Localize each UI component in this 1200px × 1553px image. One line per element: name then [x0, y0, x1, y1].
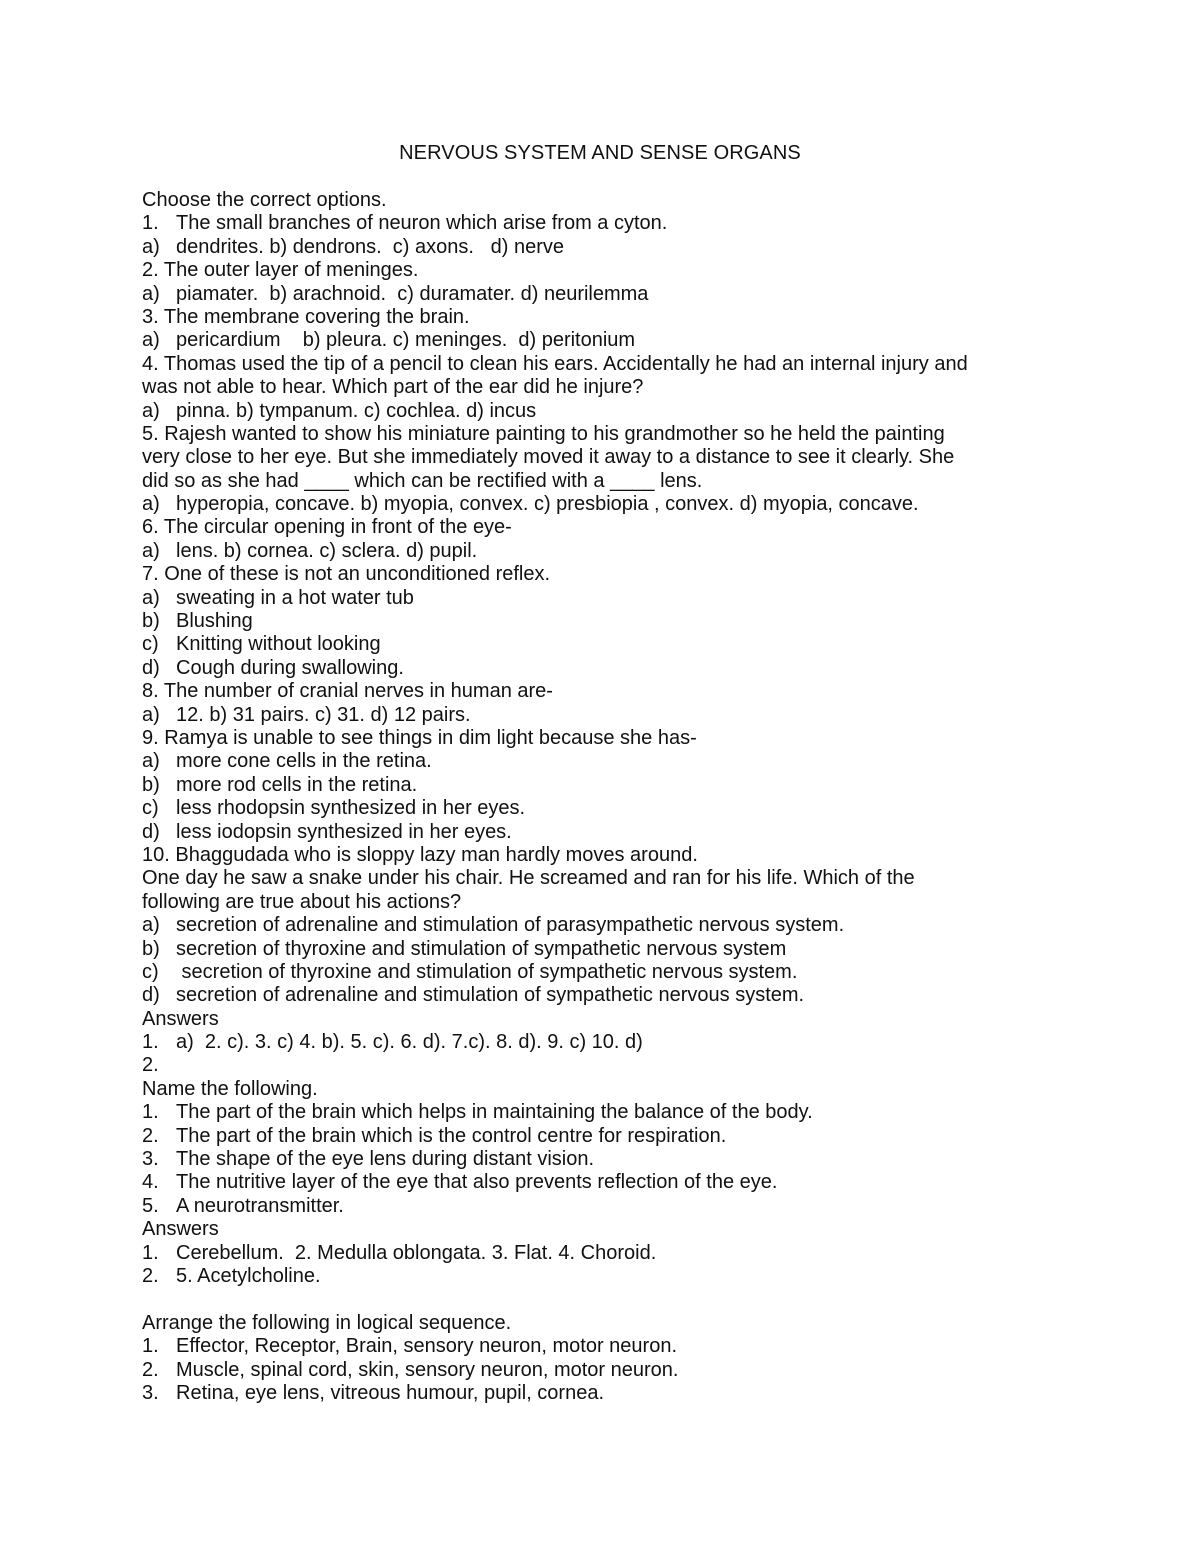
list-text: A neurotransmitter. — [176, 1194, 344, 1217]
list-marker: a) — [142, 539, 160, 562]
list-text: The shape of the eye lens during distant vision. — [176, 1148, 595, 1171]
question-line: following are true about his actions? — [142, 890, 462, 913]
question-line — [142, 540, 1062, 563]
list-marker: d) — [142, 820, 160, 843]
question-line — [142, 1101, 1062, 1124]
question-line: One day he saw a snake under his chair. He screamed and ran for his life. Which of the — [142, 867, 915, 890]
list-text: 12. b) 31 pairs. c) 31. d) 12 pairs. — [176, 703, 471, 726]
list-marker: a) — [142, 750, 160, 773]
question-line — [142, 236, 1062, 259]
question-line — [142, 610, 1062, 633]
list-text: Blushing — [176, 610, 253, 633]
list-text: dendrites. b) dendrons. c) axons. d) nerve — [176, 235, 564, 258]
question-line: 5. Rajesh wanted to show his miniature painting to his grandmother so he held the painting — [142, 422, 945, 445]
list-marker: 3. — [142, 1148, 159, 1171]
list-text: Cerebellum. 2. Medulla oblongata. 3. Flat. 4. Choroid. — [176, 1241, 657, 1264]
list-marker: 2. — [142, 1124, 159, 1147]
question-line: 6. The circular opening in front of the eye- — [142, 516, 512, 539]
question-line — [142, 1125, 1062, 1148]
document-body — [142, 189, 1062, 1405]
list-marker: 1. — [142, 1335, 159, 1358]
list-text: Cough during swallowing. — [176, 656, 404, 679]
answer-line — [142, 1242, 1062, 1265]
question-line — [142, 821, 1062, 844]
question-line: 2. The outer layer of meninges. — [142, 259, 419, 282]
section2-heading: Name the following. — [142, 1077, 318, 1100]
question-line: 9. Ramya is unable to see things in dim light because she has- — [142, 726, 697, 749]
question-line: 8. The number of cranial nerves in human are- — [142, 680, 553, 703]
question-line — [142, 212, 1062, 235]
question-line — [142, 1148, 1062, 1171]
question-line: did so as she had ____ which can be rectified with a ____ lens. — [142, 469, 703, 492]
question-line — [142, 750, 1062, 773]
list-marker: a) — [142, 493, 160, 516]
question-line — [142, 633, 1062, 656]
question-line — [142, 914, 1062, 937]
list-marker: a) — [142, 329, 160, 352]
answer-line: 2. — [142, 1054, 159, 1077]
list-text: less iodopsin synthesized in her eyes. — [176, 820, 512, 843]
list-marker: c) — [142, 960, 159, 983]
spacer — [142, 1288, 1062, 1311]
section2-questions — [142, 1101, 1062, 1218]
list-marker: b) — [142, 610, 160, 633]
sequence-item — [142, 1335, 1062, 1358]
question-line — [142, 1171, 1062, 1194]
list-text: pinna. b) tympanum. c) cochlea. d) incus — [176, 399, 537, 422]
question-line — [142, 657, 1062, 680]
list-marker: 1. — [142, 212, 159, 235]
list-marker: a) — [142, 399, 160, 422]
list-text: more rod cells in the retina. — [176, 773, 418, 796]
section1-questions — [142, 212, 1062, 1007]
list-text: less rhodopsin synthesized in her eyes. — [176, 797, 526, 820]
section3-heading: Arrange the following in logical sequence. — [142, 1311, 512, 1334]
list-marker: a) — [142, 586, 160, 609]
question-line — [142, 329, 1062, 352]
list-marker: b) — [142, 937, 160, 960]
list-marker: 4. — [142, 1171, 159, 1194]
section1-answers — [142, 1031, 1062, 1078]
list-text: secretion of adrenaline and stimulation of parasympathetic nervous system. — [176, 914, 845, 937]
question-line — [142, 283, 1062, 306]
question-line — [142, 984, 1062, 1007]
question-line: 10. Bhaggudada who is sloppy lazy man hardly moves around. — [142, 843, 698, 866]
question-line — [142, 797, 1062, 820]
question-line — [142, 704, 1062, 727]
list-marker: 1. — [142, 1031, 159, 1054]
list-marker: 3. — [142, 1381, 159, 1404]
list-marker: 1. — [142, 1101, 159, 1124]
list-text: The small branches of neuron which arise from a cyton. — [176, 212, 668, 235]
list-text: The part of the brain which is the control centre for respiration. — [176, 1124, 727, 1147]
section1-answers-label: Answers — [142, 1007, 219, 1030]
list-text: 5. Acetylcholine. — [176, 1264, 321, 1287]
question-line: was not able to hear. Which part of the ear did he injure? — [142, 376, 644, 399]
list-text: secretion of adrenaline and stimulation of sympathetic nervous system. — [176, 984, 805, 1007]
list-marker: 5. — [142, 1194, 159, 1217]
list-marker: a) — [142, 282, 160, 305]
page-title: NERVOUS SYSTEM AND SENSE ORGANS — [399, 142, 801, 164]
list-text: a) 2. c). 3. c) 4. b). 5. c). 6. d). 7.c). 8. d). 9. c) 10. d) — [176, 1031, 643, 1054]
list-marker: b) — [142, 773, 160, 796]
question-line: 4. Thomas used the tip of a pencil to clean his ears. Accidentally he had an internal injury and — [142, 352, 968, 375]
sequence-item — [142, 1382, 1062, 1405]
list-text: The nutritive layer of the eye that also prevents reflection of the eye. — [176, 1171, 778, 1194]
question-line: very close to her eye. But she immediately moved it away to a distance to see it clearly. She — [142, 446, 955, 469]
list-text: Knitting without looking — [176, 633, 381, 656]
list-marker: 2. — [142, 1264, 159, 1287]
list-text: more cone cells in the retina. — [176, 750, 432, 773]
sequence-item — [142, 1359, 1062, 1382]
list-text: secretion of thyroxine and stimulation of sympathetic nervous system. — [176, 960, 798, 983]
question-line — [142, 938, 1062, 961]
section3-items — [142, 1335, 1062, 1405]
list-text: Retina, eye lens, vitreous humour, pupil, cornea. — [176, 1381, 605, 1404]
question-line — [142, 961, 1062, 984]
list-text: piamater. b) arachnoid. c) duramater. d) neurilemma — [176, 282, 649, 305]
question-line — [142, 1195, 1062, 1218]
question-line: 3. The membrane covering the brain. — [142, 305, 470, 328]
list-text: pericardium b) pleura. c) meninges. d) peritonium — [176, 329, 636, 352]
list-marker: a) — [142, 914, 160, 937]
list-marker: d) — [142, 656, 160, 679]
list-marker: a) — [142, 235, 160, 258]
list-text: hyperopia, concave. b) myopia, convex. c) presbiopia , convex. d) myopia, concave. — [176, 493, 919, 516]
list-marker: a) — [142, 703, 160, 726]
question-line — [142, 587, 1062, 610]
question-line — [142, 774, 1062, 797]
answer-line — [142, 1265, 1062, 1288]
answer-line — [142, 1031, 1062, 1054]
section1-heading: Choose the correct options. — [142, 189, 387, 211]
section2-answers — [142, 1242, 1062, 1289]
list-text: sweating in a hot water tub — [176, 586, 414, 609]
list-marker: c) — [142, 797, 159, 820]
list-marker: d) — [142, 984, 160, 1007]
list-text: Effector, Receptor, Brain, sensory neuron, motor neuron. — [176, 1335, 678, 1358]
list-text: secretion of thyroxine and stimulation of sympathetic nervous system — [176, 937, 787, 960]
list-text: lens. b) cornea. c) sclera. d) pupil. — [176, 539, 478, 562]
section2-answers-label: Answers — [142, 1218, 219, 1241]
question-line: 7. One of these is not an unconditioned reflex. — [142, 563, 551, 586]
list-marker: 2. — [142, 1358, 159, 1381]
question-line — [142, 493, 1062, 516]
list-text: The part of the brain which helps in maintaining the balance of the body. — [176, 1101, 813, 1124]
list-marker: 1. — [142, 1241, 159, 1264]
question-line — [142, 400, 1062, 423]
list-marker: c) — [142, 633, 159, 656]
list-text: Muscle, spinal cord, skin, sensory neuron, motor neuron. — [176, 1358, 679, 1381]
